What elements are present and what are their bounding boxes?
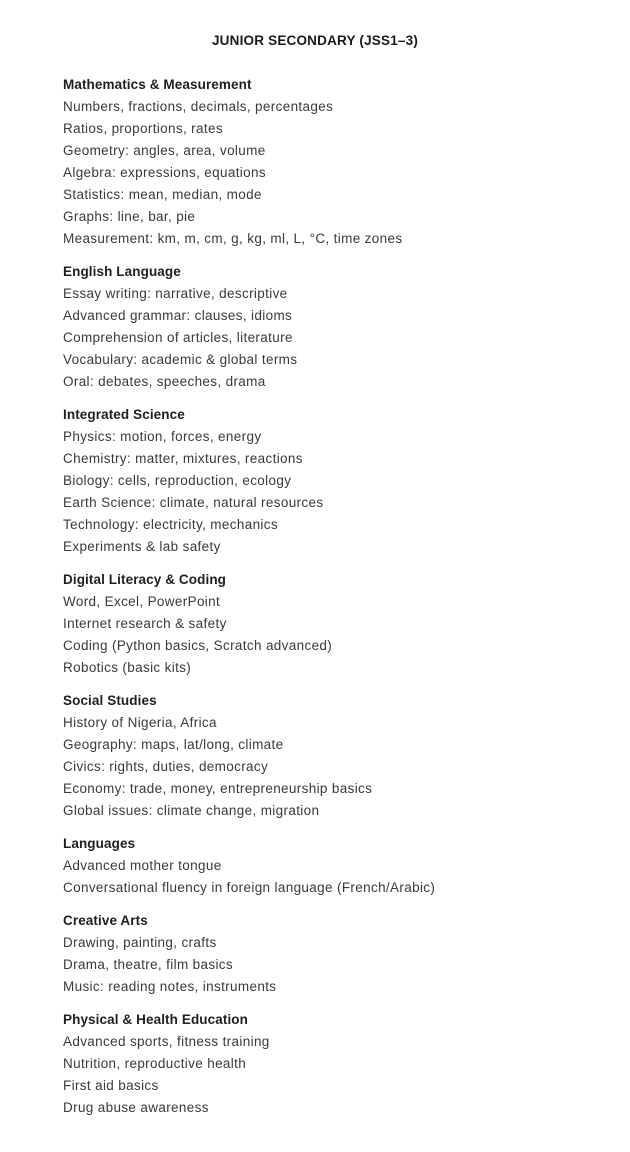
section-digital-literacy: [63, 571, 603, 681]
list-item: Comprehension of articles, literature: [63, 330, 293, 345]
section-social-studies: [63, 692, 603, 824]
list-item: Word, Excel, PowerPoint: [63, 594, 221, 609]
list-item: Experiments & lab safety: [63, 539, 221, 554]
section-title: Social Studies: [63, 693, 157, 708]
list-item: Algebra: expressions, equations: [63, 165, 266, 180]
list-item: Economy: trade, money, entrepreneurship basics: [63, 781, 373, 796]
section-title: Physical & Health Education: [63, 1012, 248, 1027]
list-item: Music: reading notes, instruments: [63, 979, 277, 994]
list-item: Technology: electricity, mechanics: [63, 517, 278, 532]
list-item: Global issues: climate change, migration: [63, 803, 320, 818]
section-physical-health: [63, 1011, 603, 1121]
list-item: Oral: debates, speeches, drama: [63, 374, 266, 389]
section-title: English Language: [63, 264, 181, 279]
section-title: Mathematics & Measurement: [63, 77, 252, 92]
section-title: Languages: [63, 836, 136, 851]
list-item: Drama, theatre, film basics: [63, 957, 233, 972]
section-languages: [63, 835, 603, 901]
list-item: Numbers, fractions, decimals, percentages: [63, 99, 334, 114]
page-title: JUNIOR SECONDARY (JSS1–3): [211, 33, 419, 48]
list-item: Geometry: angles, area, volume: [63, 143, 266, 158]
list-item: Ratios, proportions, rates: [63, 121, 223, 136]
list-item: History of Nigeria, Africa: [63, 715, 217, 730]
section-mathematics: [63, 76, 603, 252]
section-science: [63, 406, 603, 560]
list-item: Physics: motion, forces, energy: [63, 429, 262, 444]
section-title: Creative Arts: [63, 913, 148, 928]
list-item: First aid basics: [63, 1078, 159, 1093]
list-item: Advanced mother tongue: [63, 858, 222, 873]
list-item: Vocabulary: academic & global terms: [63, 352, 298, 367]
list-item: Advanced grammar: clauses, idioms: [63, 308, 293, 323]
list-item: Earth Science: climate, natural resources: [63, 495, 324, 510]
list-item: Statistics: mean, median, mode: [63, 187, 262, 202]
list-item: Biology: cells, reproduction, ecology: [63, 473, 292, 488]
list-item: Robotics (basic kits): [63, 660, 192, 675]
section-creative-arts: [63, 912, 603, 1000]
list-item: Drug abuse awareness: [63, 1100, 209, 1115]
list-item: Nutrition, reproductive health: [63, 1056, 247, 1071]
list-item: Coding (Python basics, Scratch advanced): [63, 638, 333, 653]
section-title: Integrated Science: [63, 407, 185, 422]
list-item: Measurement: km, m, cm, g, kg, ml, L, °C, time zones: [63, 231, 403, 246]
list-item: Geography: maps, lat/long, climate: [63, 737, 284, 752]
list-item: Essay writing: narrative, descriptive: [63, 286, 288, 301]
list-item: Conversational fluency in foreign language (French/Arabic): [63, 880, 436, 895]
curriculum-list: [63, 76, 603, 1132]
section-title: Digital Literacy & Coding: [63, 572, 227, 587]
list-item: Civics: rights, duties, democracy: [63, 759, 269, 774]
list-item: Drawing, painting, crafts: [63, 935, 217, 950]
list-item: Advanced sports, fitness training: [63, 1034, 270, 1049]
section-english: [63, 263, 603, 395]
list-item: Chemistry: matter, mixtures, reactions: [63, 451, 303, 466]
list-item: Graphs: line, bar, pie: [63, 209, 196, 224]
list-item: Internet research & safety: [63, 616, 227, 631]
